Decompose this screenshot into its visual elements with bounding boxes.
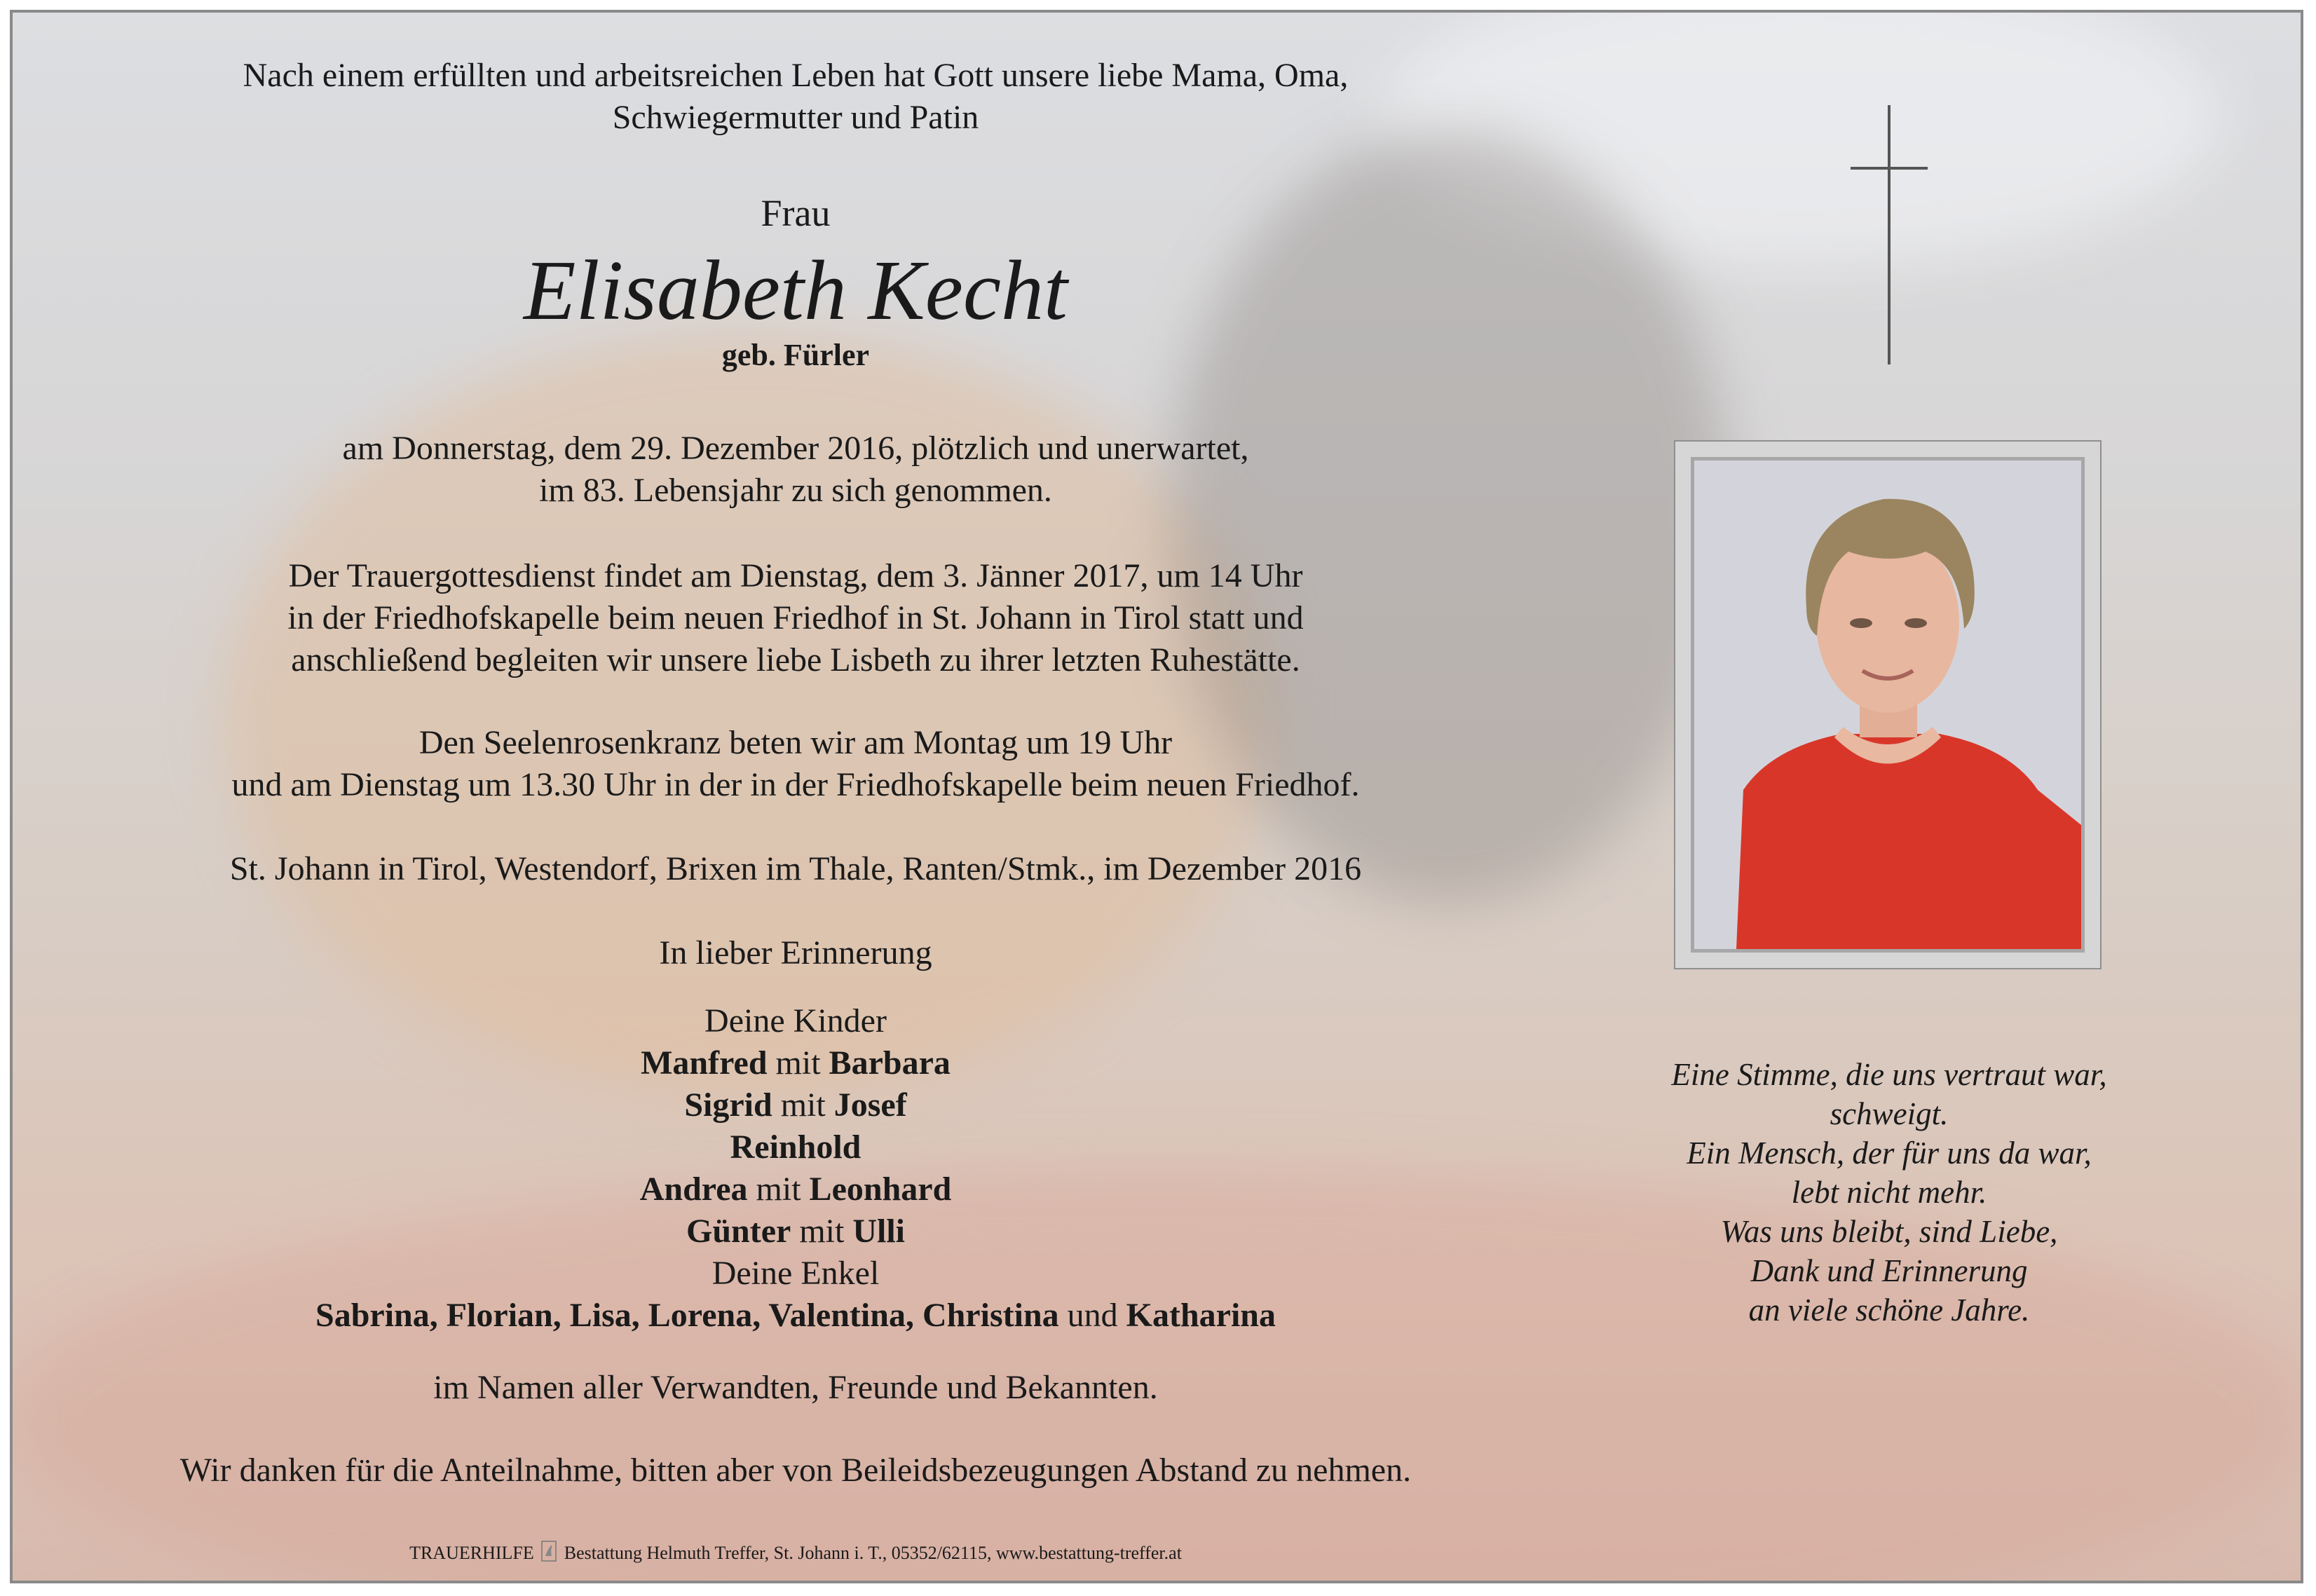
child-name: Manfred <box>641 1044 768 1082</box>
connector-word: mit <box>799 1213 845 1250</box>
service-line-3: anschließend begleiten wir unsere liebe Lisbeth zu ihrer letzten Ruhestätte. <box>291 641 1300 678</box>
child-line <box>28 1084 1563 1126</box>
funeral-service <box>28 555 1563 681</box>
death-notice <box>28 428 1563 512</box>
thanks-line: Wir danken für die Anteilnahme, bitten aber von Beileidsbezeugungen Abstand zu nehmen. <box>179 1452 1412 1489</box>
poem-line: Eine Stimme, die uns vertraut war, <box>1671 1057 2107 1092</box>
child-line <box>28 1042 1563 1084</box>
intro-text <box>28 55 1563 139</box>
partner-name: Josef <box>833 1086 907 1124</box>
child-line <box>28 1126 1563 1168</box>
poem-line: schweigt. <box>1830 1096 1949 1131</box>
footer <box>28 1541 1563 1564</box>
service-line-2: in der Friedhofskapelle beim neuen Friedhof in St. Johann in Tirol statt und <box>287 599 1304 636</box>
intro-line-1: Nach einem erfüllten und arbeitsreichen Leben hat Gott unsere liebe Mama, Oma, <box>243 57 1349 94</box>
cross-vertical-bar <box>1888 105 1891 364</box>
connector-word: mit <box>775 1044 821 1082</box>
cross-horizontal-bar <box>1851 167 1928 170</box>
poem-line: lebt nicht mehr. <box>1791 1175 1987 1210</box>
rosary-line-2: und am Dienstag um 13.30 Uhr in der in der Friedhofskapelle beim neuen Friedhof. <box>231 766 1360 803</box>
connector-word: mit <box>780 1086 826 1124</box>
relatives-line: im Namen aller Verwandten, Freunde und Bekannten. <box>433 1369 1158 1406</box>
portrait-frame <box>1674 440 2102 969</box>
partner-name: Leonhard <box>809 1171 952 1208</box>
grandchildren-line <box>28 1295 1563 1337</box>
maiden-name: geb. Fürler <box>721 338 870 372</box>
intro-line-2: Schwiegermutter und Patin <box>612 99 979 136</box>
salutation: Frau <box>761 192 831 234</box>
cross-icon <box>1851 105 1928 364</box>
and-word: und <box>1067 1297 1118 1334</box>
child-line <box>28 1210 1563 1253</box>
grandchild-last-name: Katharina <box>1126 1297 1276 1334</box>
grandchildren-heading: Deine Enkel <box>711 1255 880 1292</box>
poem-line: Was uns bleibt, sind Liebe, <box>1720 1214 2058 1249</box>
poem-line: Dank und Erinnerung <box>1750 1253 2028 1288</box>
child-line <box>28 1168 1563 1210</box>
death-notice-line-2: im 83. Lebensjahr zu sich genommen. <box>539 472 1052 509</box>
trauerhilfe-logo-icon <box>541 1541 557 1562</box>
deceased-name: Elisabeth Kecht <box>524 243 1068 338</box>
footer-details: Bestattung Helmuth Treffer, St. Johann i. T., 05352/62115, www.bestattung-treffer.at <box>564 1543 1182 1563</box>
grandchildren-names: Sabrina, Florian, Lisa, Lorena, Valentina, Christina <box>315 1297 1059 1334</box>
portrait-image <box>1694 461 2081 949</box>
poem <box>1612 1055 2166 1330</box>
child-name: Sigrid <box>684 1086 772 1124</box>
partner-name: Ulli <box>852 1213 905 1250</box>
places-date: St. Johann in Tirol, Westendorf, Brixen im Thale, Ranten/Stmk., im Dezember 2016 <box>229 850 1362 887</box>
rosary-info <box>28 722 1563 806</box>
service-line-1: Der Trauergottesdienst findet am Dienstag, dem 3. Jänner 2017, um 14 Uhr <box>288 557 1303 594</box>
child-name: Reinhold <box>730 1128 861 1166</box>
child-name: Andrea <box>639 1171 748 1208</box>
child-name: Günter <box>686 1213 791 1250</box>
partner-name: Barbara <box>829 1044 951 1082</box>
poem-line: an viele schöne Jahre. <box>1748 1293 2030 1328</box>
poem-line: Ein Mensch, der für uns da war, <box>1687 1135 2092 1171</box>
rosary-line-1: Den Seelenrosenkranz beten wir am Montag um 19 Uhr <box>418 724 1173 761</box>
family-list <box>28 1000 1563 1337</box>
memory-heading: In lieber Erinnerung <box>659 934 932 971</box>
portrait-photo <box>1691 457 2085 953</box>
death-notice-line-1: am Donnerstag, dem 29. Dezember 2016, plötzlich und unerwartet, <box>342 430 1249 467</box>
children-heading: Deine Kinder <box>704 1002 887 1039</box>
footer-brand: TRAUERHILFE <box>409 1543 534 1563</box>
connector-word: mit <box>756 1171 801 1208</box>
